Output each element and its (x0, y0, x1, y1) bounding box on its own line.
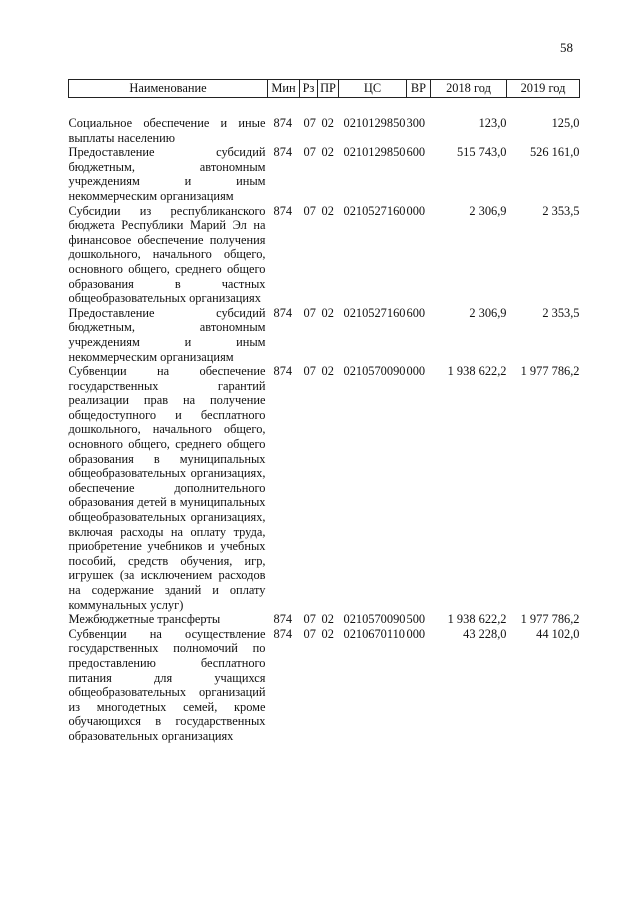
row-name: Субвенции на обеспечение государственных гарантий реализации прав на получение общедоступного и бесплатного дошкольного, начального общего, основного общего, среднего общего образования в муниципальных общеобразовательных организациях, обеспечение дополнительного образования детей в муниципальных общеобразовательных организациях, включая расходы на оплату труда, приобретение учебников и учебных пособий, средств обучения, игр, игрушек (за исключением расходов на содержание зданий и оплату коммунальных услуг) (68, 364, 266, 612)
row-2019: 2 353,5 (542, 203, 580, 218)
row-vr: 000 (406, 203, 426, 218)
row-2018: 123,0 (478, 116, 507, 130)
table-row (69, 306, 580, 364)
page-number: 58 (560, 40, 573, 55)
row-2019: 125,0 (551, 116, 580, 130)
row-vr: 600 (406, 145, 426, 160)
row-pr: 02 (321, 145, 334, 160)
row-cs: 0210527160 (343, 203, 406, 218)
row-2019: 44 102,0 (536, 626, 580, 641)
row-name: Субсидии из республиканского бюджета Республики Марий Эл на финансовое обеспечение получения дошкольного, начального общего, основного общего, среднего общего образования в частных общеобразовательных организациях (68, 203, 266, 306)
row-cs: 0210570090 (343, 612, 406, 627)
row-name: Предоставление субсидий бюджетным, автономным учреждениям и иным некоммерческим организациям (68, 305, 266, 364)
row-2018: 1 938 622,2 (447, 612, 507, 627)
row-rz: 07 (303, 116, 316, 130)
row-vr: 600 (406, 305, 426, 320)
header-rz: Рз (300, 80, 318, 98)
table-header-row (69, 80, 580, 98)
row-2019: 526 161,0 (529, 145, 580, 160)
row-cs: 0210670110 (343, 626, 405, 641)
row-name: Субвенции на осуществление государственных полномочий по предоставлению бесплатного питания для учащихся общеобразовательных организаций из многодетных семей, кроме обучающихся в государственных образовательных организациях (68, 626, 266, 743)
row-2019: 1 977 786,2 (520, 364, 580, 379)
header-2018: 2018 год (431, 80, 507, 98)
row-pr: 02 (321, 203, 334, 218)
row-min: 874 (273, 116, 293, 130)
row-cs: 0210129850 (343, 116, 406, 130)
row-rz: 07 (303, 364, 316, 379)
table-row (69, 145, 580, 203)
row-rz: 07 (303, 203, 316, 218)
row-min: 874 (273, 364, 293, 379)
row-vr: 000 (406, 626, 426, 641)
row-cs: 0210527160 (343, 305, 406, 320)
row-2018: 43 228,0 (463, 626, 507, 641)
header-vr: ВР (407, 80, 431, 98)
table-row (69, 98, 580, 146)
row-2018: 2 306,9 (469, 203, 507, 218)
header-min: Мин (268, 80, 300, 98)
table-row (69, 627, 580, 744)
row-2019: 1 977 786,2 (520, 612, 580, 627)
row-pr: 02 (321, 626, 334, 641)
row-name: Предоставление субсидий бюджетным, автономным учреждениям и иным некоммерческим организациям (68, 145, 266, 203)
row-min: 874 (273, 145, 293, 160)
row-pr: 02 (321, 116, 334, 130)
row-2018: 515 743,0 (456, 145, 507, 160)
row-2018: 2 306,9 (469, 305, 507, 320)
row-rz: 07 (303, 305, 316, 320)
row-name: Межбюджетные трансферты (68, 612, 221, 627)
row-2019: 2 353,5 (542, 305, 580, 320)
row-cs: 0210129850 (343, 145, 406, 160)
row-rz: 07 (303, 626, 316, 641)
row-pr: 02 (321, 305, 334, 320)
row-min: 874 (273, 626, 293, 641)
header-name: Наименование (69, 80, 268, 98)
row-vr: 000 (406, 364, 426, 379)
row-2018: 1 938 622,2 (447, 364, 507, 379)
row-vr: 300 (406, 116, 426, 130)
row-pr: 02 (321, 612, 334, 627)
row-min: 874 (273, 612, 293, 627)
header-2019: 2019 год (507, 80, 580, 98)
row-pr: 02 (321, 364, 334, 379)
table-row (69, 364, 580, 612)
row-rz: 07 (303, 145, 316, 160)
table-row (69, 612, 580, 627)
table-row (69, 204, 580, 306)
row-rz: 07 (303, 612, 316, 627)
row-vr: 500 (406, 612, 426, 627)
header-cs: ЦС (339, 80, 407, 98)
budget-table (68, 79, 580, 744)
row-min: 874 (273, 305, 293, 320)
row-cs: 0210570090 (343, 364, 406, 379)
row-min: 874 (273, 203, 293, 218)
header-pr: ПР (318, 80, 339, 98)
row-name: Социальное обеспечение и иные выплаты населению (68, 116, 266, 145)
